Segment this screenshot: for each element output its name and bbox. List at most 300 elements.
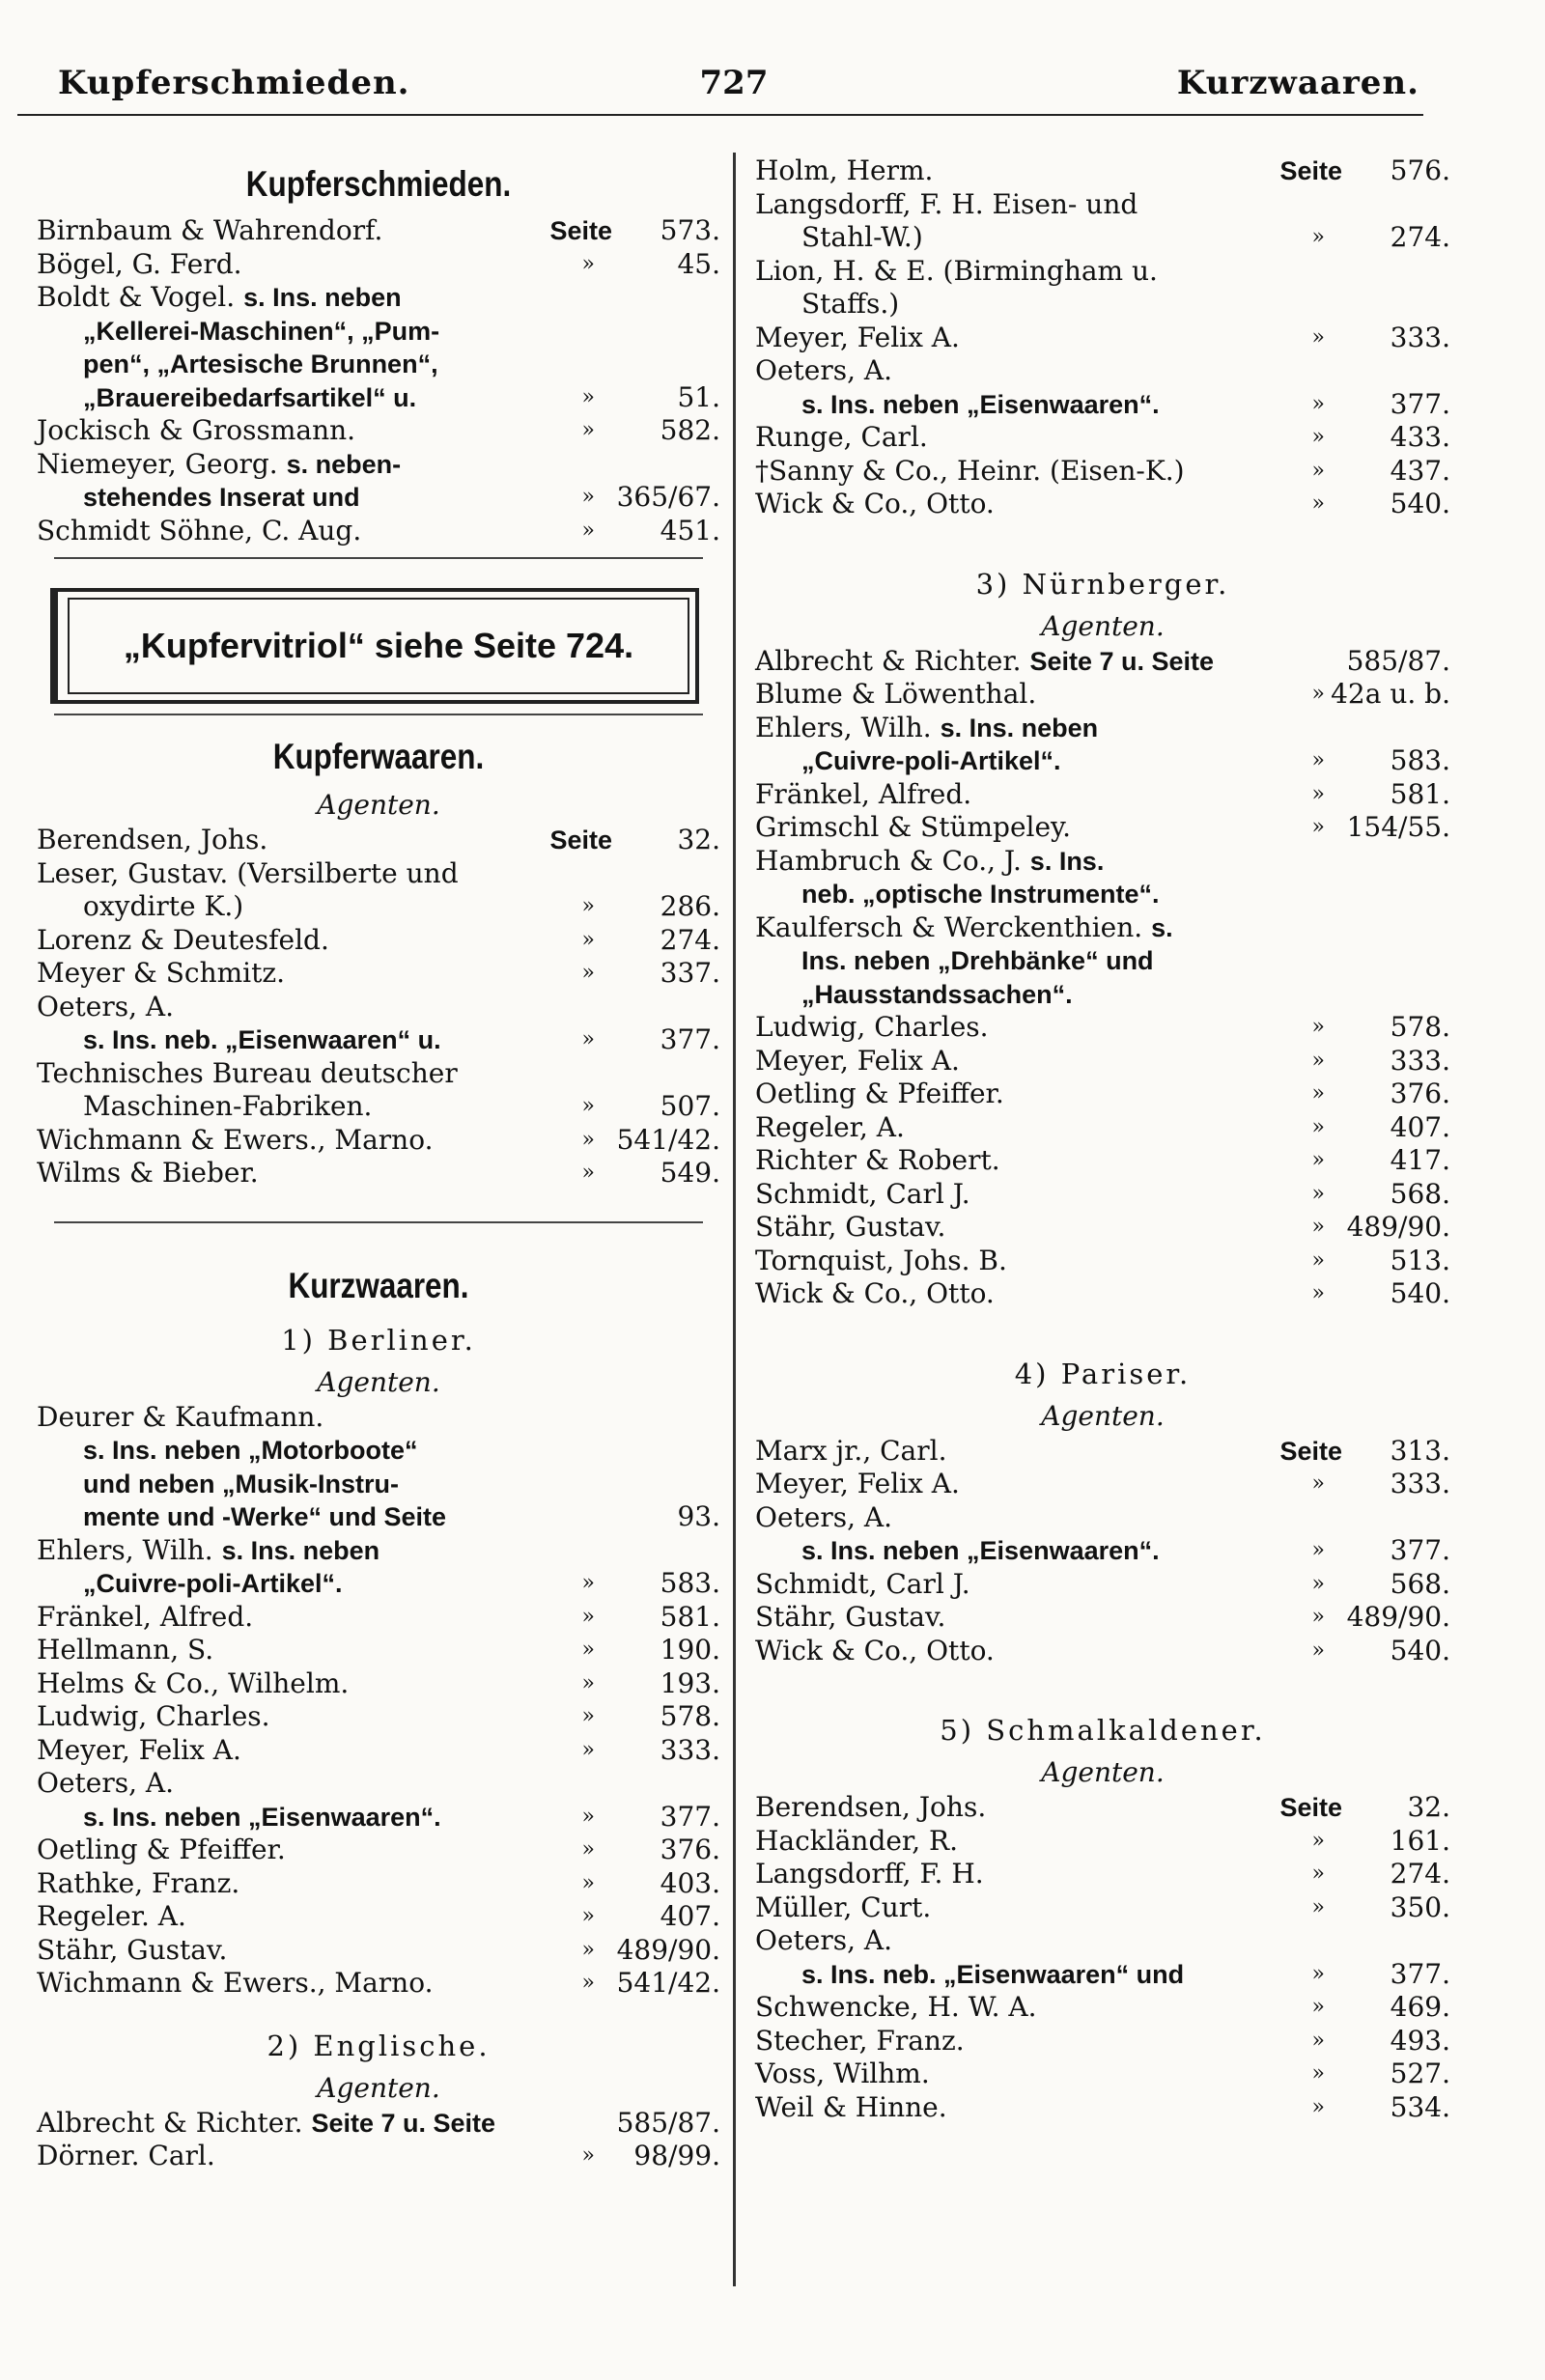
ditto-mark: » — [581, 894, 595, 918]
directory-entry — [755, 1211, 1450, 1245]
entry-name — [755, 1435, 1450, 1469]
subsection-title-nuernberger: 3) Nürnberger. — [975, 567, 1230, 601]
entry-name — [37, 1634, 720, 1667]
entry-name — [37, 1867, 720, 1901]
agents-label: Agenten. — [317, 2071, 440, 2104]
insert-note: s. neben- — [286, 449, 402, 479]
firm-name: Hackländer, R. — [755, 1824, 959, 1857]
ditto-mark: » — [581, 1870, 595, 1895]
ditto-mark: » — [581, 2143, 595, 2168]
entry-name — [755, 188, 1450, 222]
page-reference: 489/90. — [616, 1933, 720, 1966]
directory-entry — [37, 1700, 720, 1734]
ditto-mark: » — [1311, 1247, 1325, 1273]
page-reference: 534. — [1390, 2090, 1450, 2123]
page-reference: 337. — [660, 957, 720, 989]
entry-list — [37, 2107, 720, 2173]
ditto-mark: » — [581, 251, 595, 276]
firm-name: Wick & Co., Otto. — [755, 1277, 995, 1309]
entry-name — [755, 288, 1450, 322]
running-header — [39, 64, 1429, 112]
firm-name: Hellmann, S. — [37, 1634, 214, 1666]
entry-name — [755, 778, 1450, 812]
firm-name: Schmidt, Carl J. — [755, 1177, 970, 1210]
ditto-mark: » — [581, 418, 595, 442]
page-reference: 407. — [660, 1900, 720, 1932]
ditto-mark: » — [1311, 391, 1325, 416]
entry-name — [755, 154, 1450, 188]
insert-note: s. Ins. neben „Eisenwaaren“. — [801, 1536, 1160, 1565]
insert-note: s. Ins. neben „Eisenwaaren“. — [801, 389, 1160, 419]
directory-entry — [755, 1534, 1450, 1568]
entry-name — [755, 1468, 1450, 1501]
firm-name: oxydirte K.) — [83, 890, 244, 922]
ditto-mark: » — [581, 1837, 595, 1862]
ditto-mark: » — [1311, 1015, 1325, 1039]
page-reference: 377. — [1390, 1534, 1450, 1566]
directory-entry — [37, 1401, 720, 1435]
entry-name — [755, 845, 1450, 879]
directory-entry — [755, 1144, 1450, 1178]
directory-entry — [37, 824, 720, 857]
agents-label: Agenten. — [317, 789, 440, 821]
directory-entry — [755, 221, 1450, 255]
directory-entry — [37, 1734, 720, 1768]
ditto-mark: » — [1311, 2094, 1325, 2119]
ditto-mark: » — [1311, 2061, 1325, 2086]
firm-name: Meyer, Felix A. — [755, 321, 960, 353]
entry-name — [755, 1791, 1450, 1825]
ditto-mark: » — [581, 1937, 595, 1962]
entry-name — [37, 1900, 720, 1934]
firm-name: Jockisch & Grossmann. — [37, 414, 356, 446]
section-title-kurzwaaren: Kurzwaaren. — [288, 1265, 469, 1305]
directory-entry — [37, 2140, 720, 2173]
page-reference: 583. — [660, 1567, 720, 1599]
ditto-mark: » — [1311, 1894, 1325, 1919]
entry-list — [755, 1791, 1450, 2124]
entry-name — [37, 248, 720, 282]
directory-entry — [37, 991, 720, 1024]
entry-name — [37, 1767, 720, 1801]
subsection-title-berliner: 1) Berliner. — [281, 1323, 476, 1357]
ditto-mark: » — [581, 961, 595, 985]
entry-name — [37, 214, 720, 248]
entry-name — [755, 221, 1450, 255]
entry-name — [37, 2140, 720, 2173]
page-reference: 417. — [1390, 1144, 1450, 1176]
firm-name: Blume & Löwenthal. — [755, 678, 1037, 710]
entry-name — [755, 1501, 1450, 1535]
firm-name: Hambruch & Co., J. — [755, 844, 1022, 877]
insert-note: s. — [1151, 912, 1173, 942]
entry-name — [37, 448, 720, 482]
ditto-mark: » — [581, 1604, 595, 1629]
ditto-mark: » — [1311, 1571, 1325, 1596]
ditto-mark: » — [1311, 748, 1325, 772]
page-reference: 32. — [677, 824, 720, 855]
directory-entry — [37, 315, 720, 349]
ditto-mark: » — [581, 518, 595, 543]
page-reference: 377. — [660, 1800, 720, 1833]
page-reference: 333. — [1390, 1044, 1450, 1077]
directory-entry — [755, 712, 1450, 745]
ditto-mark: » — [581, 485, 595, 509]
firm-name: Wick & Co., Otto. — [755, 488, 995, 519]
directory-entry — [755, 1111, 1450, 1145]
insert-note: Seite 7 u. Seite — [1029, 646, 1215, 676]
directory-entry — [37, 1867, 720, 1901]
entry-name — [37, 348, 720, 381]
firm-name: Albrecht & Richter. — [37, 2106, 303, 2139]
section-rule — [54, 557, 703, 559]
directory-entry — [37, 1434, 720, 1468]
directory-entry — [37, 248, 720, 282]
entry-name — [755, 1111, 1450, 1145]
directory-entry — [37, 1157, 720, 1190]
directory-entry — [755, 978, 1450, 1012]
right-column — [755, 154, 1450, 2124]
directory-entry — [37, 1500, 720, 1534]
ditto-mark: » — [581, 1094, 595, 1118]
firm-name: Lorenz & Deutesfeld. — [37, 923, 329, 956]
entry-name — [755, 1858, 1450, 1891]
directory-entry — [755, 1991, 1450, 2025]
directory-entry — [755, 1277, 1450, 1311]
page-reference: 583. — [1390, 744, 1450, 776]
entry-name — [755, 712, 1450, 745]
ditto-mark: » — [1311, 1538, 1325, 1562]
firm-name: Meyer, Felix A. — [37, 1733, 241, 1766]
firm-name: Müller, Curt. — [755, 1890, 932, 1923]
directory-entry — [37, 1767, 720, 1801]
entry-name — [755, 2058, 1450, 2091]
entry-name — [37, 1401, 720, 1435]
directory-entry — [37, 348, 720, 381]
entry-name — [37, 1801, 720, 1834]
ditto-mark: » — [581, 1737, 595, 1762]
page-reference: 274. — [660, 923, 720, 956]
directory-entry — [755, 322, 1450, 355]
page-reference: 274. — [1390, 221, 1450, 253]
entry-list — [755, 645, 1450, 1311]
ditto-mark: » — [1311, 458, 1325, 483]
directory-entry — [755, 1435, 1450, 1469]
directory-entry — [755, 1501, 1450, 1535]
page-reference: 541/42. — [616, 1967, 720, 1999]
subsection-title-schmalkaldener: 5) Schmalkaldener. — [940, 1714, 1266, 1747]
insert-note: „Cuivre-poli-Artikel“. — [83, 1569, 343, 1598]
firm-name: Albrecht & Richter. — [755, 644, 1022, 677]
entry-name — [37, 315, 720, 349]
directory-entry — [37, 1023, 720, 1057]
page-reference: 42a u. b. — [1331, 678, 1450, 710]
directory-entry — [37, 381, 720, 415]
ditto-mark: » — [581, 1704, 595, 1728]
page-reference: 407. — [1390, 1110, 1450, 1143]
directory-entry — [755, 1011, 1450, 1045]
directory-entry — [755, 1045, 1450, 1078]
page-reference: 540. — [1390, 488, 1450, 519]
entry-name — [37, 1667, 720, 1701]
firm-name: Wilms & Bieber. — [37, 1157, 259, 1189]
insert-note: „Hausstandssachen“. — [801, 979, 1073, 1009]
insert-note: pen“, „Artesische Brunnen“, — [83, 350, 438, 378]
page-reference: 581. — [660, 1600, 720, 1633]
directory-entry — [755, 1791, 1450, 1825]
entry-list — [37, 824, 720, 1190]
directory-entry — [37, 281, 720, 315]
entry-name — [37, 1090, 720, 1124]
directory-entry — [37, 1934, 720, 1968]
section-title-kupferwaaren: Kupferwaaren. — [272, 737, 485, 776]
firm-name: Richter & Robert. — [755, 1144, 1000, 1176]
entry-name — [755, 1924, 1450, 1958]
firm-name: Oeters, A. — [755, 354, 893, 386]
firm-name: Oetling & Pfeiffer. — [755, 1078, 1004, 1109]
directory-entry — [37, 515, 720, 548]
page-reference: 365/67. — [616, 481, 720, 513]
firm-name: Helms & Co., Wilhelm. — [37, 1666, 350, 1699]
page-reference: 45. — [677, 247, 720, 280]
firm-name: Berendsen, Johs. — [37, 824, 268, 855]
entry-list — [755, 154, 1450, 521]
page-reference: 154/55. — [1346, 811, 1450, 843]
entry-name — [37, 1500, 720, 1534]
directory-entry — [37, 481, 720, 515]
firm-name: Fränkel, Alfred. — [755, 777, 972, 810]
firm-name: Oeters, A. — [755, 1924, 893, 1956]
directory-entry — [755, 1635, 1450, 1668]
directory-entry — [755, 1825, 1450, 1859]
ditto-mark: » — [581, 1571, 595, 1595]
directory-entry — [37, 1834, 720, 1867]
page-reference: 489/90. — [1346, 1211, 1450, 1243]
ditto-mark: » — [1311, 225, 1325, 249]
page-reference: 507. — [660, 1090, 720, 1122]
directory-entry — [37, 2107, 720, 2141]
subsection-title-pariser: 4) Pariser. — [1014, 1357, 1192, 1390]
directory-entry — [37, 1801, 720, 1834]
ditto-mark: » — [1311, 1081, 1325, 1106]
entry-name — [755, 455, 1450, 489]
entry-name — [755, 1825, 1450, 1859]
ditto-mark: » — [581, 1027, 595, 1051]
section-rule — [54, 1221, 703, 1223]
ditto-mark: » — [1311, 781, 1325, 806]
directory-entry — [755, 878, 1450, 911]
directory-entry — [755, 2091, 1450, 2125]
firm-name: Boldt & Vogel. — [37, 281, 236, 313]
directory-entry — [755, 1568, 1450, 1602]
page-reference: 350. — [1390, 1890, 1450, 1923]
firm-name: Lion, H. & E. (Birmingham u. — [755, 254, 1158, 287]
entry-name — [755, 1045, 1450, 1078]
firm-name: Deurer & Kaufmann. — [37, 1400, 324, 1433]
seite-label: Seite — [549, 216, 612, 245]
entry-name — [755, 1144, 1450, 1178]
entry-name — [37, 991, 720, 1024]
entry-name — [755, 1991, 1450, 2025]
directory-entry — [755, 421, 1450, 455]
directory-entry — [755, 744, 1450, 778]
entry-name — [37, 1601, 720, 1635]
entry-name — [37, 957, 720, 991]
page-reference: 540. — [1390, 1277, 1450, 1309]
directory-entry — [37, 857, 720, 891]
insert-note: und neben „Musik-Instru- — [83, 1469, 399, 1498]
page-reference: 576. — [1390, 154, 1450, 186]
directory-entry — [755, 778, 1450, 812]
insert-note: „Brauereibedarfsartikel“ u. — [83, 382, 417, 412]
entry-name — [37, 1057, 720, 1091]
firm-name: Oeters, A. — [37, 1767, 175, 1799]
directory-entry — [37, 414, 720, 448]
entry-list — [37, 214, 720, 547]
insert-note: s. Ins. neben — [221, 1535, 380, 1565]
directory-entry — [37, 448, 720, 482]
directory-entry — [37, 924, 720, 958]
seite-label: Seite — [1279, 1436, 1342, 1466]
entry-name — [37, 1023, 720, 1057]
entry-name — [37, 1700, 720, 1734]
directory-entry — [37, 1090, 720, 1124]
directory-entry — [755, 678, 1450, 712]
entry-name — [755, 2025, 1450, 2058]
page-reference: 581. — [1390, 777, 1450, 810]
firm-name: Dörner. Carl. — [37, 2140, 215, 2171]
insert-note: s. Ins. neben — [243, 283, 402, 312]
firm-name: Oetling & Pfeiffer. — [37, 1834, 286, 1865]
insert-note: Ins. neben „Drehbänke“ und — [801, 946, 1154, 975]
page-reference: 376. — [660, 1834, 720, 1865]
ditto-mark: » — [581, 1904, 595, 1928]
insert-note: mente und -Werke“ und Seite — [83, 1502, 447, 1531]
ditto-mark: » — [1311, 324, 1325, 350]
page-reference: 93. — [677, 1500, 720, 1532]
directory-entry — [755, 811, 1450, 845]
page-reference: 274. — [1390, 1858, 1450, 1890]
directory-entry — [755, 1891, 1450, 1925]
directory-entry — [755, 1958, 1450, 1992]
ditto-mark: » — [1311, 1114, 1325, 1139]
firm-name: Marx jr., Carl. — [755, 1434, 947, 1467]
entry-name — [755, 388, 1450, 422]
directory-entry — [755, 845, 1450, 879]
firm-name: Berendsen, Johs. — [755, 1791, 987, 1823]
firm-name: Stähr, Gustav. — [37, 1933, 228, 1966]
firm-name: Ehlers, Wilh. — [37, 1533, 213, 1566]
page-reference: 568. — [1390, 1567, 1450, 1600]
entry-name — [37, 1468, 720, 1501]
firm-name: Oeters, A. — [755, 1500, 893, 1533]
agents-label: Agenten. — [1041, 609, 1165, 642]
page-reference: 32. — [1407, 1791, 1450, 1823]
directory-entry — [755, 488, 1450, 521]
directory-entry — [755, 288, 1450, 322]
firm-name: Tornquist, Johs. B. — [755, 1244, 1007, 1276]
directory-entry — [755, 1178, 1450, 1212]
entry-name — [37, 1734, 720, 1768]
insert-note: s. Ins. neben — [940, 713, 1099, 742]
entry-name — [755, 1635, 1450, 1668]
firm-name: Kaulfersch & Werckenthien. — [755, 910, 1143, 943]
insert-note: s. Ins. neben „Motorboote“ — [83, 1436, 418, 1465]
ditto-mark: » — [581, 927, 595, 952]
agents-label: Agenten. — [1041, 1399, 1165, 1432]
directory-entry — [37, 1900, 720, 1934]
entry-name — [37, 1434, 720, 1468]
directory-entry — [755, 1078, 1450, 1111]
insert-note: neb. „optische Instrumente“. — [801, 880, 1160, 909]
seite-label: Seite — [549, 826, 612, 854]
directory-entry — [755, 154, 1450, 188]
firm-name: Voss, Wilhm. — [755, 2058, 930, 2089]
page-number: 727 — [699, 64, 769, 102]
firm-name: Bögel, G. Ferd. — [37, 247, 242, 280]
page-reference: 433. — [1390, 421, 1450, 453]
ditto-mark: » — [1311, 1638, 1325, 1663]
page-reference: 582. — [660, 414, 720, 446]
firm-name: Wichmann & Ewers., Marno. — [37, 1123, 434, 1156]
page-reference: 469. — [1390, 1991, 1450, 2023]
entry-name — [755, 1568, 1450, 1602]
notice-text: „Kupfervitriol“ siehe Seite 724. — [68, 598, 689, 694]
ditto-mark: » — [1311, 1471, 1325, 1496]
firm-name: Ludwig, Charles. — [755, 1011, 989, 1043]
insert-note: s. Ins. neben „Eisenwaaren“. — [83, 1802, 441, 1832]
left-column — [37, 154, 720, 2173]
ditto-mark: » — [1311, 1862, 1325, 1886]
page-reference: 527. — [1390, 2058, 1450, 2089]
directory-entry — [37, 214, 720, 248]
firm-name: Schmidt Söhne, C. Aug. — [37, 514, 362, 546]
entry-name — [755, 978, 1450, 1012]
header-left: Kupferschmieden. — [58, 64, 410, 102]
directory-entry — [37, 957, 720, 991]
insert-note: s. Ins. neb. „Eisenwaaren“ u. — [83, 1025, 441, 1054]
firm-name: Langsdorff, F. H. Eisen- und — [755, 187, 1138, 220]
entry-name — [755, 1534, 1450, 1568]
directory-entry — [37, 1601, 720, 1635]
firm-name: Stahl-W.) — [801, 221, 923, 253]
entry-name — [37, 857, 720, 891]
entry-name — [755, 911, 1450, 945]
page-reference: 568. — [1390, 1177, 1450, 1210]
firm-name: Langsdorff, F. H. — [755, 1858, 984, 1890]
page-reference: 403. — [660, 1866, 720, 1899]
directory-entry — [755, 255, 1450, 289]
agents-label: Agenten. — [1041, 1756, 1165, 1788]
page-reference: 578. — [1390, 1011, 1450, 1043]
firm-name: Schwencke, H. W. A. — [755, 1991, 1037, 2023]
entry-name — [755, 1277, 1450, 1311]
entry-name — [755, 878, 1450, 911]
firm-name: Leser, Gustav. (Versilberte und — [37, 856, 459, 889]
directory-entry — [755, 388, 1450, 422]
seite-label: Seite — [1279, 1793, 1342, 1822]
ditto-mark: » — [1311, 491, 1325, 516]
page-reference: 493. — [1390, 2024, 1450, 2057]
firm-name: Stähr, Gustav. — [755, 1601, 946, 1633]
directory-entry — [755, 1245, 1450, 1278]
entry-name — [755, 1011, 1450, 1045]
page-reference: 513. — [1390, 1244, 1450, 1276]
insert-note: „Kellerei-Maschinen“, „Pum- — [83, 316, 440, 346]
entry-name — [755, 1891, 1450, 1925]
firm-name: Wick & Co., Otto. — [755, 1634, 995, 1666]
page-reference: 286. — [660, 890, 720, 922]
